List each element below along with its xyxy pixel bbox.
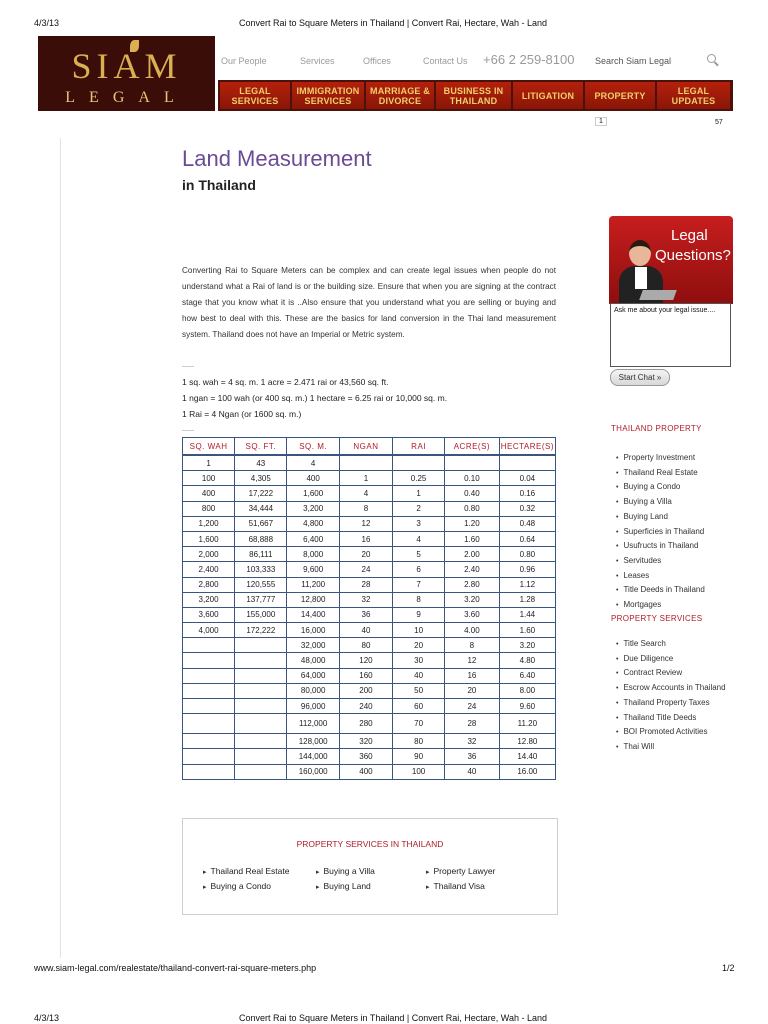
print-date-2: 4/3/13 [34, 1013, 60, 1023]
table-cell: 4,800 [287, 516, 339, 531]
sidebar-link[interactable]: • Due Diligence [616, 652, 734, 667]
col-sq-m: SQ. M. [287, 438, 339, 456]
table-cell [393, 455, 445, 471]
table-cell: 6,400 [287, 531, 339, 546]
sidebar-link[interactable]: • Superficies in Thailand [616, 525, 734, 540]
table-cell: 1.28 [499, 592, 555, 607]
table-cell: 12.80 [499, 734, 555, 749]
table-cell: 6 [393, 562, 445, 577]
table-cell: 400 [183, 486, 235, 501]
table-cell: 1,600 [183, 531, 235, 546]
col-acres: ACRE(S) [445, 438, 500, 456]
table-cell: 3.60 [445, 607, 500, 622]
phone-number: +66 2 259-8100 [483, 52, 575, 67]
table-cell: 32 [339, 592, 392, 607]
table-cell: 12 [339, 516, 392, 531]
table-cell: 4 [287, 455, 339, 471]
table-cell: 1 [393, 486, 445, 501]
table-row [183, 734, 556, 749]
table-cell [235, 653, 287, 668]
property-services-box [182, 818, 558, 915]
table-cell: 2.00 [445, 547, 500, 562]
table-cell: 103,333 [235, 562, 287, 577]
sidebar-link[interactable]: • Contract Review [616, 666, 734, 681]
table-cell: 160,000 [287, 764, 339, 779]
table-cell: 40 [339, 623, 392, 638]
col-sq-wah: SQ. WAH [183, 438, 235, 456]
legal-questions-banner[interactable] [609, 216, 733, 304]
table-cell: 34,444 [235, 501, 287, 516]
table-cell: 8.00 [499, 683, 555, 698]
table-cell [183, 668, 235, 683]
table-cell: 80,000 [287, 683, 339, 698]
ask-textarea[interactable]: Ask me about your legal issue.... [610, 303, 731, 367]
sidebar-link[interactable]: • Buying a Villa [616, 495, 734, 510]
table-cell [183, 749, 235, 764]
table-cell: 28 [339, 577, 392, 592]
table-cell: 1 [339, 471, 392, 486]
table-row [183, 547, 556, 562]
sidebar-link[interactable]: • Buying Land [616, 510, 734, 525]
table-cell [235, 749, 287, 764]
table-cell: 100 [393, 764, 445, 779]
table-cell: 320 [339, 734, 392, 749]
intro-paragraph: Converting Rai to Square Meters can be complex and can create legal issues when people do not understand what a Rai of land is or the building size. Ensure that when you are signing at the contract stage that you know what it is ..Also ensure that you understand what you are selling or buying and how best to deal with this. These are the basics for land conversion in the Thai land measurement system. Thailand does not have an Imperial or Metric system. [182, 266, 556, 339]
table-cell: 280 [339, 714, 392, 734]
table-cell: 0.64 [499, 531, 555, 546]
print-title: Convert Rai to Square Meters in Thailand | Convert Rai, Hectare, Wah - Land [239, 18, 547, 28]
table-cell: 200 [339, 683, 392, 698]
page-title: Land Measurement [182, 146, 372, 171]
sidebar-link[interactable]: • Thailand Real Estate [616, 466, 734, 481]
table-cell: 16,000 [287, 623, 339, 638]
table-row [183, 683, 556, 698]
table-cell: 400 [287, 471, 339, 486]
table-row [183, 486, 556, 501]
table-cell: 36 [445, 749, 500, 764]
nav-property[interactable]: PROPERTY [585, 82, 655, 109]
conversion-line-3: 1 Rai = 4 Ngan (or 1600 sq. m.) [182, 409, 302, 419]
table-cell: 1.20 [445, 516, 500, 531]
col-hectares: HECTARE(S) [499, 438, 555, 456]
table-cell: 2,800 [183, 577, 235, 592]
table-cell: 5 [393, 547, 445, 562]
sidebar-link[interactable]: • Escrow Accounts in Thailand [616, 681, 734, 696]
sidebar-link[interactable]: • Thailand Title Deeds [616, 711, 734, 726]
table-cell [235, 734, 287, 749]
logo-line1: SIAM [71, 46, 182, 86]
table-cell: 120,555 [235, 577, 287, 592]
link-buying-villa[interactable]: ▸ Buying a Villa [316, 866, 375, 876]
nav-legal-updates[interactable]: LEGAL UPDATES [657, 82, 730, 109]
table-cell: 0.16 [499, 486, 555, 501]
sidebar-link[interactable]: • Buying a Condo [616, 480, 734, 495]
table-cell: 800 [183, 501, 235, 516]
main-nav [218, 80, 733, 111]
print-url: www.siam-legal.com/realestate/thailand-convert-rai-square-meters.php [34, 963, 317, 973]
table-row [183, 749, 556, 764]
table-row [183, 471, 556, 486]
table-cell: 1.60 [445, 531, 500, 546]
nav-immigration-services[interactable]: IMMIGRATION SERVICES [292, 82, 364, 109]
table-cell: 24 [445, 699, 500, 714]
separator [182, 430, 194, 431]
table-cell: 20 [339, 547, 392, 562]
table-cell: 6.40 [499, 668, 555, 683]
table-cell [499, 455, 555, 471]
link-thailand-visa[interactable]: ▸ Thailand Visa [426, 881, 485, 891]
table-cell: 80 [339, 638, 392, 653]
table-cell: 112,000 [287, 714, 339, 734]
table-cell: 4 [393, 531, 445, 546]
table-cell: 240 [339, 699, 392, 714]
table-cell: 0.80 [445, 501, 500, 516]
page-subtitle: in Thailand [182, 177, 256, 193]
col-sq-ft: SQ. FT. [235, 438, 287, 456]
table-cell: 40 [445, 764, 500, 779]
link-our-people[interactable]: Our People [221, 56, 267, 66]
table-cell: 2,400 [183, 562, 235, 577]
table-cell: 360 [339, 749, 392, 764]
table-row [183, 531, 556, 546]
table-cell: 1.44 [499, 607, 555, 622]
thailand-property-heading: THAILAND PROPERTY [611, 424, 702, 433]
table-cell: 1,200 [183, 516, 235, 531]
link-property-lawyer[interactable]: ▸ Property Lawyer [426, 866, 495, 876]
table-cell [235, 638, 287, 653]
table-cell: 64,000 [287, 668, 339, 683]
table-cell: 2 [393, 501, 445, 516]
table-cell: 12,800 [287, 592, 339, 607]
measurement-table [182, 437, 556, 780]
table-cell: 14,400 [287, 607, 339, 622]
col-ngan: NGAN [339, 438, 392, 456]
share-count[interactable]: 1 [595, 117, 607, 126]
link-offices[interactable]: Offices [363, 56, 391, 66]
table-cell: 8,000 [287, 547, 339, 562]
table-cell: 1,600 [287, 486, 339, 501]
table-cell: 3,600 [183, 607, 235, 622]
table-cell: 144,000 [287, 749, 339, 764]
table-cell: 14.40 [499, 749, 555, 764]
table-cell: 100 [183, 471, 235, 486]
sidebar-link[interactable]: • Thailand Property Taxes [616, 696, 734, 711]
table-cell: 400 [339, 764, 392, 779]
table-cell: 3.20 [445, 592, 500, 607]
property-services-list [616, 637, 734, 755]
print-title-2: Convert Rai to Square Meters in Thailand | Convert Rai, Hectare, Wah - Land [239, 1013, 547, 1023]
table-row [183, 607, 556, 622]
start-chat-button[interactable]: Start Chat » [610, 369, 670, 386]
table-cell: 50 [393, 683, 445, 698]
table-row [183, 764, 556, 779]
table-cell: 80 [393, 734, 445, 749]
table-cell: 9,600 [287, 562, 339, 577]
table-cell: 17,222 [235, 486, 287, 501]
table-row [183, 714, 556, 734]
conversion-line-1: 1 sq. wah = 4 sq. m. 1 acre = 2.471 rai or 43,560 sq. ft. [182, 377, 389, 387]
property-services-heading: PROPERTY SERVICES [611, 614, 703, 623]
table-cell [235, 668, 287, 683]
table-cell [235, 714, 287, 734]
table-cell: 90 [393, 749, 445, 764]
table-cell: 0.25 [393, 471, 445, 486]
table-row [183, 638, 556, 653]
table-cell: 9.60 [499, 699, 555, 714]
col-rai: RAI [393, 438, 445, 456]
table-cell: 8 [445, 638, 500, 653]
search-input[interactable]: Search Siam Legal [595, 56, 672, 66]
table-cell: 32,000 [287, 638, 339, 653]
table-cell: 16.00 [499, 764, 555, 779]
link-buying-land[interactable]: ▸ Buying Land [316, 881, 371, 891]
link-services[interactable]: Services [300, 56, 335, 66]
left-divider [60, 138, 61, 958]
table-cell: 11.20 [499, 714, 555, 734]
table-cell [235, 683, 287, 698]
table-cell: 30 [393, 653, 445, 668]
table-cell: 9 [393, 607, 445, 622]
table-cell: 10 [393, 623, 445, 638]
table-cell: 28 [445, 714, 500, 734]
table-cell: 1 [183, 455, 235, 471]
table-cell: 3 [393, 516, 445, 531]
table-cell [235, 764, 287, 779]
table-cell: 0.96 [499, 562, 555, 577]
table-cell: 0.48 [499, 516, 555, 531]
table-cell: 20 [393, 638, 445, 653]
sidebar-link[interactable]: • Property Investment [616, 451, 734, 466]
table-row [183, 562, 556, 577]
table-row [183, 501, 556, 516]
table-cell: 120 [339, 653, 392, 668]
sidebar-link[interactable]: • Thai Will [616, 740, 734, 755]
table-cell: 4,305 [235, 471, 287, 486]
table-cell: 2.80 [445, 577, 500, 592]
nav-marriage-divorce[interactable]: MARRIAGE & DIVORCE [366, 82, 434, 109]
table-cell: 2.40 [445, 562, 500, 577]
banner-questions: Questions? [655, 247, 731, 264]
table-cell: 0.80 [499, 547, 555, 562]
table-cell [339, 455, 392, 471]
link-contact-us[interactable]: Contact Us [423, 56, 468, 66]
table-row [183, 668, 556, 683]
table-cell: 11,200 [287, 577, 339, 592]
table-cell: 43 [235, 455, 287, 471]
link-thailand-real-estate[interactable]: ▸ Thailand Real Estate [203, 866, 289, 876]
table-cell: 48,000 [287, 653, 339, 668]
sidebar-link[interactable]: • Leases [616, 569, 734, 584]
nav-business-in-thailand[interactable]: BUSINESS IN THAILAND [436, 82, 511, 109]
table-cell: 1.60 [499, 623, 555, 638]
table-row [183, 623, 556, 638]
table-cell [183, 734, 235, 749]
nav-legal-services[interactable]: LEGAL SERVICES [220, 82, 290, 109]
services-box-title: PROPERTY SERVICES IN THAILAND [296, 839, 444, 849]
table-cell [183, 714, 235, 734]
print-date: 4/3/13 [34, 18, 60, 28]
thailand-property-list [616, 451, 734, 613]
table-cell: 4,000 [183, 623, 235, 638]
sidebar-link[interactable]: • Title Deeds in Thailand [616, 583, 734, 598]
banner-legal: Legal [671, 227, 708, 244]
table-cell: 4 [339, 486, 392, 501]
table-cell: 172,222 [235, 623, 287, 638]
print-page-number: 1/2 [722, 963, 735, 973]
table-cell [445, 455, 500, 471]
table-cell: 12 [445, 653, 500, 668]
conversion-line-2: 1 ngan = 100 wah (or 400 sq. m.) 1 hectare = 6.25 rai or 10,000 sq. m. [182, 393, 448, 403]
table-cell: 51,667 [235, 516, 287, 531]
table-cell: 36 [339, 607, 392, 622]
table-cell [183, 653, 235, 668]
table-cell: 3,200 [183, 592, 235, 607]
table-cell: 1.12 [499, 577, 555, 592]
table-cell: 2,000 [183, 547, 235, 562]
table-cell: 0.10 [445, 471, 500, 486]
table-cell: 137,777 [235, 592, 287, 607]
table-cell [183, 638, 235, 653]
table-cell: 160 [339, 668, 392, 683]
table-cell: 60 [393, 699, 445, 714]
table-cell: 3.20 [499, 638, 555, 653]
sidebar-link[interactable]: • Servitudes [616, 554, 734, 569]
separator [182, 366, 194, 367]
table-cell: 16 [339, 531, 392, 546]
table-cell [183, 699, 235, 714]
like-count[interactable]: 57 [715, 119, 723, 126]
sidebar-link[interactable]: • Mortgages [616, 598, 734, 613]
table-cell [235, 699, 287, 714]
table-row [183, 577, 556, 592]
table-cell: 24 [339, 562, 392, 577]
table-cell: 3,200 [287, 501, 339, 516]
table-cell [183, 683, 235, 698]
table-cell: 128,000 [287, 734, 339, 749]
table-cell: 96,000 [287, 699, 339, 714]
sidebar-link[interactable]: • BOI Promoted Activities [616, 725, 734, 740]
table-cell: 7 [393, 577, 445, 592]
table-cell: 4.00 [445, 623, 500, 638]
link-buying-condo[interactable]: ▸ Buying a Condo [203, 881, 271, 891]
table-body [183, 455, 556, 779]
table-cell: 86,111 [235, 547, 287, 562]
top-links [220, 52, 740, 72]
search-icon[interactable] [707, 54, 716, 63]
table-cell: 0.40 [445, 486, 500, 501]
logo-line2: LEGAL [65, 89, 188, 106]
table-cell: 155,000 [235, 607, 287, 622]
sidebar-link[interactable]: • Title Search [616, 637, 734, 652]
table-row [183, 592, 556, 607]
nav-litigation[interactable]: LITIGATION [513, 82, 583, 109]
table-row [183, 516, 556, 531]
table-cell: 0.04 [499, 471, 555, 486]
table-row [183, 699, 556, 714]
table-row [183, 653, 556, 668]
table-cell: 20 [445, 683, 500, 698]
table-cell: 68,888 [235, 531, 287, 546]
table-cell: 40 [393, 668, 445, 683]
table-header-row [183, 438, 556, 456]
table-cell: 32 [445, 734, 500, 749]
siam-legal-logo[interactable] [38, 36, 215, 111]
table-cell: 4.80 [499, 653, 555, 668]
table-cell [183, 764, 235, 779]
sidebar-link[interactable]: • Usufructs in Thailand [616, 539, 734, 554]
table-row [183, 455, 556, 471]
table-cell: 8 [393, 592, 445, 607]
table-cell: 16 [445, 668, 500, 683]
table-cell: 0.32 [499, 501, 555, 516]
table-cell: 8 [339, 501, 392, 516]
table-cell: 70 [393, 714, 445, 734]
